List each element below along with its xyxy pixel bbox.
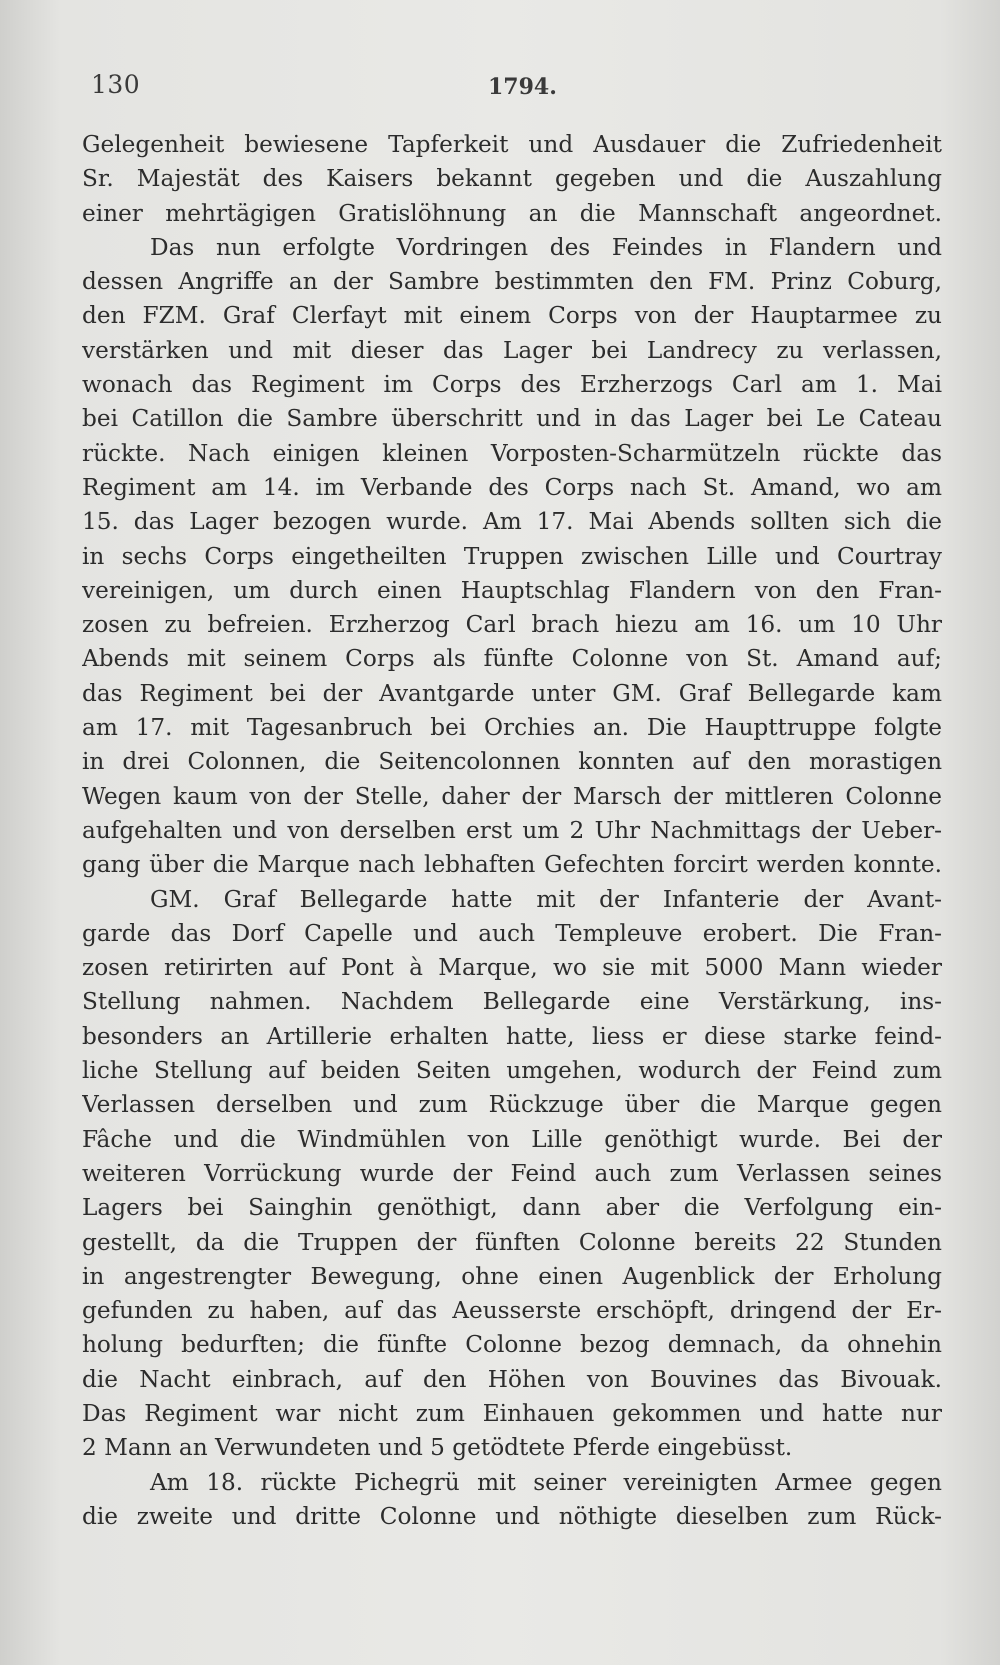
text-line: in drei Colonnen, die Seitencolonnen konnten auf den morastigen	[82, 748, 942, 776]
text-line: Fâche und die Windmühlen von Lille genöthigt wurde. Bei der	[82, 1125, 942, 1153]
text-line: am 17. mit Tagesanbruch bei Orchies an. Die Haupttruppe folgte	[82, 714, 942, 742]
text-line: Lagers bei Sainghin genöthigt, dann aber die Verfolgung ein-	[82, 1194, 942, 1222]
text-line: zosen retirirten auf Pont à Marque, wo sie mit 5000 Mann wieder	[82, 954, 942, 982]
text-line: weiteren Vorrückung wurde der Feind auch zum Verlassen seines	[82, 1159, 942, 1187]
text-line: die Nacht einbrach, auf den Höhen von Bouvines das Bivouak.	[82, 1365, 942, 1393]
text-line: Abends mit seinem Corps als fünfte Colonne von St. Amand auf;	[82, 645, 942, 673]
text-line: dessen Angriffe an der Sambre bestimmten den FM. Prinz Coburg,	[82, 268, 942, 296]
text-line: 15. das Lager bezogen wurde. Am 17. Mai Abends sollten sich die	[82, 508, 942, 536]
text-line: liche Stellung auf beiden Seiten umgehen, wodurch der Feind zum	[82, 1057, 942, 1085]
text-line: GM. Graf Bellegarde hatte mit der Infanterie der Avant-	[150, 885, 942, 913]
text-line: holung bedurften; die fünfte Colonne bezog demnach, da ohnehin	[82, 1331, 942, 1359]
text-line: Am 18. rückte Pichegrü mit seiner vereinigten Armee gegen	[150, 1468, 942, 1496]
text-line: Gelegenheit bewiesene Tapferkeit und Ausdauer die Zufriedenheit	[82, 131, 942, 158]
text-line: rückte. Nach einigen kleinen Vorposten-Scharmützeln rückte das	[82, 439, 942, 467]
text-line: Stellung nahmen. Nachdem Bellegarde eine Verstärkung, ins-	[82, 988, 942, 1016]
text-line: Wegen kaum von der Stelle, daher der Marsch der mittleren Colonne	[82, 782, 942, 810]
running-head-year: 1794.	[488, 74, 557, 100]
text-line: in angestrengter Bewegung, ohne einen Augenblick der Erholung	[82, 1262, 942, 1290]
text-line: gestellt, da die Truppen der fünften Colonne bereits 22 Stunden	[82, 1228, 942, 1256]
text-line: aufgehalten und von derselben erst um 2 Uhr Nachmittags der Ueber-	[82, 816, 942, 844]
text-line: Das nun erfolgte Vordringen des Feindes in Flandern und	[150, 233, 942, 261]
text-line: garde das Dorf Capelle und auch Templeuve erobert. Die Fran-	[82, 919, 942, 947]
text-line: wonach das Regiment im Corps des Erzherzogs Carl am 1. Mai	[82, 371, 942, 399]
text-line: das Regiment bei der Avantgarde unter GM. Graf Bellegarde kam	[82, 679, 942, 707]
paragraph-1	[82, 128, 942, 231]
text-line: den FZM. Graf Clerfayt mit einem Corps von der Hauptarmee zu	[82, 302, 942, 330]
paragraph-2	[82, 231, 942, 883]
text-line: bei Catillon die Sambre überschritt und in das Lager bei Le Cateau	[82, 405, 942, 433]
text-line: besonders an Artillerie erhalten hatte, liess er diese starke feind-	[82, 1022, 942, 1050]
body-text	[82, 128, 942, 1534]
text-line: einer mehrtägigen Gratislöhnung an die Mannschaft angeordnet.	[82, 199, 942, 227]
text-line: in sechs Corps eingetheilten Truppen zwischen Lille und Courtray	[82, 542, 942, 570]
text-line: Das Regiment war nicht zum Einhauen gekommen und hatte nur	[82, 1399, 942, 1427]
text-line: vereinigen, um durch einen Hauptschlag Flandern von den Fran-	[82, 576, 942, 604]
text-line: Regiment am 14. im Verbande des Corps nach St. Amand, wo am	[82, 473, 942, 501]
text-line: 2 Mann an Verwundeten und 5 getödtete Pferde eingebüsst.	[82, 1434, 793, 1462]
text-line: verstärken und mit dieser das Lager bei Landrecy zu verlassen,	[82, 336, 942, 364]
text-line: Sr. Majestät des Kaisers bekannt gegeben und die Auszahlung	[82, 165, 942, 193]
paragraph-4	[82, 1466, 942, 1535]
text-line: die zweite und dritte Colonne und nöthigte dieselben zum Rück-	[82, 1502, 942, 1530]
text-line: gefunden zu haben, auf das Aeusserste erschöpft, dringend der Er-	[82, 1297, 942, 1325]
text-line: Verlassen derselben und zum Rückzuge über die Marque gegen	[82, 1091, 942, 1119]
page-number: 130	[91, 70, 141, 99]
paragraph-3	[82, 883, 942, 1466]
text-line: zosen zu befreien. Erzherzog Carl brach hiezu am 16. um 10 Uhr	[82, 611, 942, 639]
text-line: gang über die Marque nach lebhaften Gefechten forcirt werden konnte.	[82, 851, 942, 879]
